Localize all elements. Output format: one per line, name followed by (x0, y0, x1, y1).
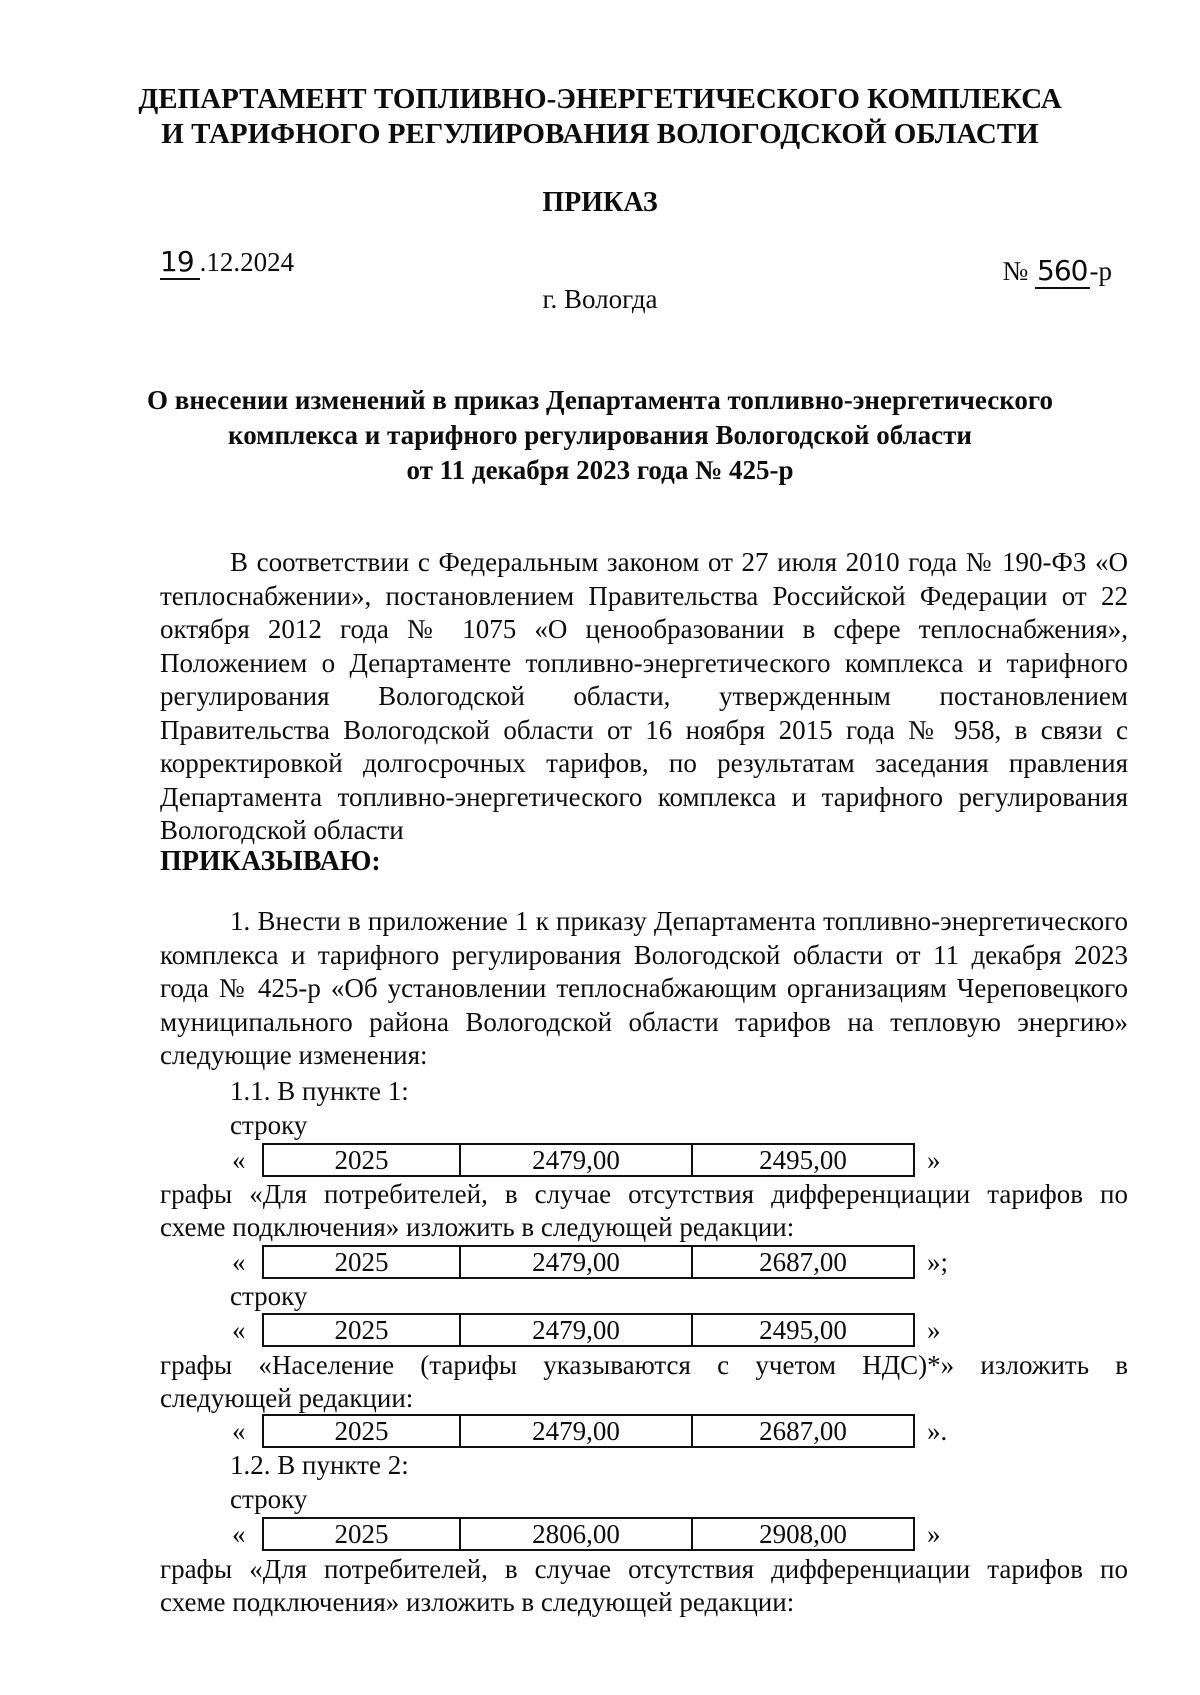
tariff-row-new-2 (232, 1415, 947, 1447)
preamble-paragraph: В соответствии с Федеральным законом от 27 июля 2010 года № 190-ФЗ «О теплоснабжении», постановлением Правительства Российской Федерации от 22 октября 2012 года № 1075 «О ценообразовании в сфере теплоснабжения», Положением о Департаменте топливно-энергетического комплекса и тарифного регулирования Вологодской области, утвержденным постановлением Правительства Вологодской области от 16 ноября 2015 года № 958, в связи с корректировкой долгосрочных тарифов, по результатам заседания правления Департамента топливно-энергетического комплекса и тарифного регулирования Вологодской области (160, 547, 1128, 845)
graph-population-line-2: следующей редакции: (160, 1383, 414, 1413)
tariff-row-new-1 (232, 1246, 948, 1278)
number-prefix: № (1002, 256, 1036, 286)
number-suffix: -р (1089, 256, 1112, 286)
close-quote: » (927, 1144, 941, 1175)
close-quote: » (927, 1314, 941, 1345)
item-1-2-heading: 1.2. В пункте 2: (230, 1450, 409, 1480)
open-quote: « (232, 1415, 246, 1446)
date-day-handwritten: 19 (160, 245, 200, 280)
subject-line-3: от 11 декабря 2023 года № 425-р (406, 455, 794, 485)
tariff-second-half-cell: 2687,00 (691, 1247, 913, 1277)
close-quote: » (927, 1518, 941, 1549)
tariff-row-old-1 (232, 1144, 941, 1176)
year-cell: 2025 (334, 1315, 389, 1345)
year-cell: 2025 (334, 1519, 389, 1549)
graph-consumers-line-1: графы «Для потребителей, в случае отсутствия дифференциации тарифов по (160, 1554, 1128, 1584)
year-cell: 2025 (334, 1416, 389, 1446)
open-quote: « (232, 1314, 246, 1345)
department-header-line-1: ДЕПАРТАМЕНТ ТОПЛИВНО-ЭНЕРГЕТИЧЕСКОГО КОМПЛЕКСА (138, 83, 1062, 115)
graph-consumers-line-1: графы «Для потребителей, в случае отсутствия дифференциации тарифов по (160, 1179, 1128, 1209)
document-type: ПРИКАЗ (542, 187, 658, 218)
year-cell: 2025 (334, 1247, 389, 1277)
tariff-second-half-cell: 2495,00 (691, 1145, 913, 1175)
tariff-cells (262, 1245, 915, 1279)
city: г. Вологда (542, 284, 658, 314)
date-rest: .12.2024 (199, 247, 295, 277)
close-quote: »; (927, 1246, 949, 1277)
open-quote: « (232, 1518, 246, 1549)
tariff-second-half-cell: 2495,00 (691, 1315, 913, 1345)
subject-line-1: О внесении изменений в приказ Департамента топливно-энергетического (146, 385, 1053, 415)
close-quote: ». (927, 1415, 948, 1446)
tariff-cells (262, 1313, 915, 1347)
tariff-first-half-cell: 2479,00 (459, 1315, 691, 1345)
department-header (0, 82, 1200, 152)
tariff-first-half-cell: 2479,00 (459, 1416, 691, 1446)
subject-line-2: комплекса и тарифного регулирования Вологодской области (228, 420, 972, 450)
tariff-second-half-cell: 2908,00 (691, 1519, 913, 1549)
tariff-second-half-cell: 2687,00 (691, 1416, 913, 1446)
tariff-first-half-cell: 2479,00 (459, 1145, 691, 1175)
document-subject (0, 383, 1200, 488)
tariff-row-old-2 (232, 1314, 941, 1346)
row-label: строку (230, 1484, 308, 1514)
order-word: ПРИКАЗЫВАЮ: (160, 846, 381, 877)
department-header-line-2: И ТАРИФНОГО РЕГУЛИРОВАНИЯ ВОЛОГОДСКОЙ ОБЛАСТИ (161, 118, 1039, 150)
tariff-first-half-cell: 2479,00 (459, 1247, 691, 1277)
row-label: строку (230, 1110, 308, 1140)
row-label: строку (230, 1281, 308, 1311)
tariff-cells (262, 1414, 915, 1448)
item-1-1-heading: 1.1. В пункте 1: (230, 1076, 409, 1106)
graph-consumers-line-2: схеме подключения» изложить в следующей редакции: (160, 1587, 795, 1617)
graph-consumers-line-2: схеме подключения» изложить в следующей редакции: (160, 1212, 795, 1242)
open-quote: « (232, 1144, 246, 1175)
number-handwritten: 560 (1037, 254, 1088, 287)
tariff-cells (262, 1517, 915, 1551)
item-1-paragraph: 1. Внести в приложение 1 к приказу Департамента топливно-энергетического комплекса и тарифного регулирования Вологодской области от 11 декабря 2023 года № 425-р «Об установлении теплоснабжающим организациям Череповецкого муниципального района Вологодской области тарифов на тепловую энергию» следующие изменения: (160, 906, 1128, 1070)
tariff-cells (262, 1143, 915, 1177)
document-date (160, 245, 294, 280)
tariff-row-old-3 (232, 1518, 941, 1550)
graph-population-line-1: графы «Население (тарифы указываются с учетом НДС)*» изложить в (160, 1350, 1128, 1380)
open-quote: « (232, 1246, 246, 1277)
tariff-first-half-cell: 2806,00 (459, 1519, 691, 1549)
year-cell: 2025 (334, 1145, 389, 1175)
